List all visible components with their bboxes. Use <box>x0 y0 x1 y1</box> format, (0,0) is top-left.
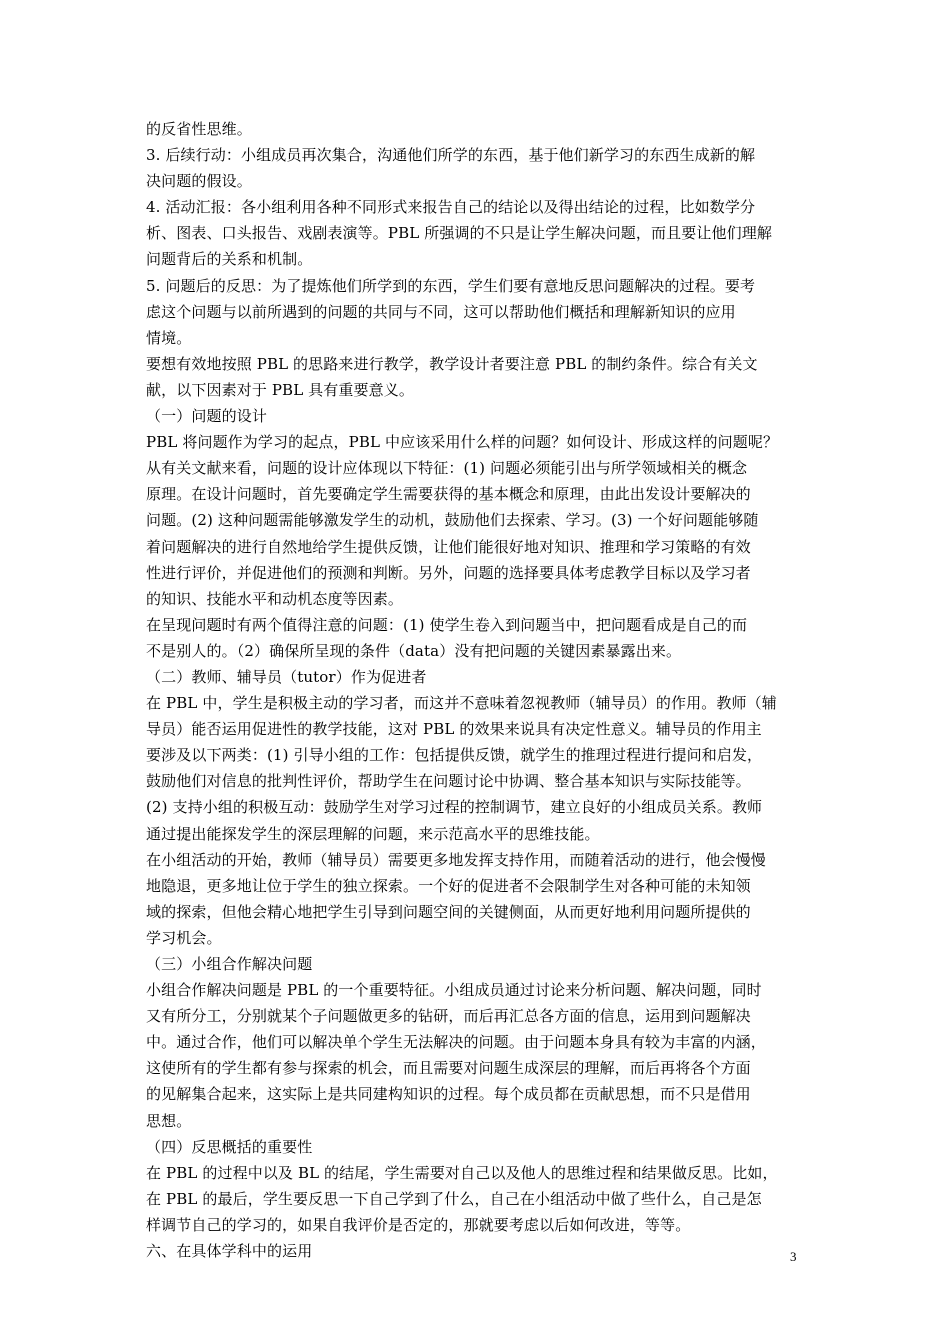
text-line: 要涉及以下两类：(1) 引导小组的工作：包括提供反馈，就学生的推理过程进行提问和启发， <box>146 746 763 765</box>
text-line: 从有关文献来看，问题的设计应体现以下特征：(1) 问题必须能引出与所学领域相关的概念 <box>146 459 748 478</box>
section-heading: （一）问题的设计 <box>146 407 267 426</box>
text-line: 在 PBL 中，学生是积极主动的学习者，而这并不意味着忽视教师（辅导员）的作用。教师（辅 <box>146 694 777 713</box>
text-line: 学习机会。 <box>146 928 222 947</box>
text-line: 在小组活动的开始，教师（辅导员）需要更多地发挥支持作用，而随着活动的进行，他会慢慢 <box>146 850 766 869</box>
text-line: 原理。在设计问题时，首先要确定学生需要获得的基本概念和原理，由此出发设计要解决的 <box>146 485 751 504</box>
text-line: 的知识、技能水平和动机态度等因素。 <box>146 589 404 608</box>
text-line: 这使所有的学生都有参与探索的机会，而且需要对问题生成深层的理解，而后再将各个方面 <box>146 1059 751 1078</box>
document-body <box>146 116 810 1264</box>
text-line: 地隐退，更多地让位于学生的独立探索。一个好的促进者不会限制学生对各种可能的未知领 <box>146 876 751 895</box>
text-line: 中。通过合作，他们可以解决单个学生无法解决的问题。由于问题本身具有较为丰富的内涵， <box>146 1033 766 1052</box>
text-line: (2) 支持小组的积极互动：鼓励学生对学习过程的控制调节，建立良好的小组成员关系。教师 <box>146 798 763 817</box>
text-line: 鼓励他们对信息的批判性评价，帮助学生在问题讨论中协调、整合基本知识与实际技能等。 <box>146 772 751 791</box>
text-line: 通过提出能探发学生的深层理解的问题，来示范高水平的思维技能。 <box>146 824 600 843</box>
text-line: 献，以下因素对于 PBL 具有重要意义。 <box>146 380 415 399</box>
text-line: 域的探索，但他会精心地把学生引导到问题空间的关键侧面，从而更好地利用问题所提供的 <box>146 902 751 921</box>
text-line: 在 PBL 的最后，学生要反思一下自己学到了什么，自己在小组活动中做了些什么，自己是怎 <box>146 1189 762 1208</box>
text-line: PBL 将问题作为学习的起点，PBL 中应该采用什么样的问题？如何设计、形成这样的问题呢？ <box>146 433 779 452</box>
text-line: 问题背后的关系和机制。 <box>146 250 313 269</box>
text-line: 性进行评价，并促进他们的预测和判断。另外，问题的选择要具体考虑教学目标以及学习者 <box>146 563 751 582</box>
section-heading: （三）小组合作解决问题 <box>146 955 313 973</box>
text-line: 4. 活动汇报：各小组利用各种不同形式来报告自己的结论以及得出结论的过程，比如数学分 <box>146 198 756 217</box>
text-line: 要想有效地按照 PBL 的思路来进行教学，教学设计者要注意 PBL 的制约条件。综合有关文 <box>146 354 758 373</box>
text-line: 思想。 <box>146 1111 192 1130</box>
text-line: 3. 后续行动：小组成员再次集合，沟通他们所学的东西，基于他们新学习的东西生成新的解 <box>146 146 756 165</box>
text-line: 析、图表、口头报告、戏剧表演等。PBL 所强调的不只是让学生解决问题，而且要让他们理解 <box>146 224 773 243</box>
text-line: 样调节自己的学习的，如果自我评价是否定的，那就要考虑以后如何改进，等等。 <box>146 1215 691 1234</box>
text-line: 的见解集合起来，这实际上是共同建构知识的过程。每个成员都在贡献思想，而不只是借用 <box>146 1085 751 1104</box>
text-line: 小组合作解决问题是 PBL 的一个重要特征。小组成员通过讨论来分析问题、解决问题，同时 <box>146 981 762 1000</box>
text-line: 情境。 <box>146 328 192 347</box>
text-line: 不是别人的。（2）确保所呈现的条件（data）没有把问题的关键因素暴露出来。 <box>146 641 682 660</box>
text-line: 又有所分工，分别就某个子问题做更多的钻研，而后再汇总各方面的信息，运用到问题解决 <box>146 1007 751 1026</box>
text-line: 在呈现问题时有两个值得注意的问题：(1) 使学生卷入到问题当中，把问题看成是自己的而 <box>146 615 748 634</box>
page-number: 3 <box>790 1249 797 1264</box>
section-heading: （二）教师、辅导员（tutor）作为促进者 <box>146 667 427 686</box>
text-line: 的反省性思维。 <box>146 120 252 138</box>
text-line: 着问题解决的进行自然地给学生提供反馈，让他们能很好地对知识、推理和学习策略的有效 <box>146 537 751 556</box>
section-heading: （四）反思概括的重要性 <box>146 1137 313 1156</box>
section-heading: 六、在具体学科中的运用 <box>146 1242 313 1261</box>
text-line: 问题。(2) 这种问题需能够激发学生的动机，鼓励他们去探索、学习。(3) 一个好问题能够随 <box>146 511 759 530</box>
text-line: 虑这个问题与以前所遇到的问题的共同与不同，这可以帮助他们概括和理解新知识的应用 <box>146 302 736 321</box>
text-line: 导员）能否运用促进性的教学技能，这对 PBL 的效果来说具有决定性意义。辅导员的作用主 <box>146 720 762 739</box>
text-line: 决问题的假设。 <box>146 172 252 191</box>
text-line: 在 PBL 的过程中以及 BL 的结尾，学生需要对自己以及他人的思维过程和结果做反思。比如， <box>146 1163 778 1182</box>
text-line: 5. 问题后的反思：为了提炼他们所学到的东西，学生们要有意地反思问题解决的过程。要考 <box>146 276 756 295</box>
